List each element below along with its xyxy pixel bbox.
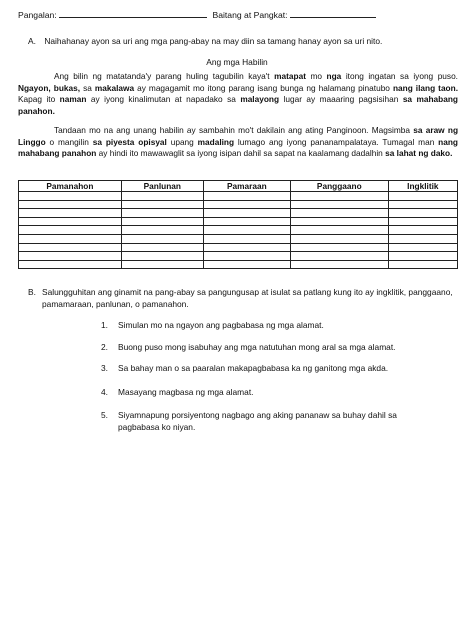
emphasized-adverb: Ngayon, bukas, (18, 82, 81, 93)
answer-cell[interactable] (203, 209, 290, 218)
column-header: Panlunan (121, 181, 203, 192)
table-row (19, 217, 458, 226)
table-row (19, 200, 458, 209)
list-item (101, 362, 431, 374)
name-blank[interactable] (59, 9, 207, 18)
text-run: mo (305, 71, 327, 81)
text-run: ay iyong kinalimutan at napadako sa (86, 94, 241, 105)
answer-cell[interactable] (121, 217, 203, 226)
answer-cell[interactable] (19, 226, 122, 235)
answer-cell[interactable] (19, 234, 122, 243)
answer-cell[interactable] (290, 217, 388, 226)
answer-cell[interactable] (19, 243, 122, 252)
text-run: Kapag ito (18, 94, 60, 105)
text-run: ay magagamit mo itong parang isang bunga ng halamang pinatubo (134, 82, 393, 93)
story-paragraph-2 (18, 125, 458, 160)
emphasized-adverb: naman (59, 94, 87, 105)
table-row (19, 226, 458, 235)
table-row (19, 192, 458, 201)
item-number: 3. (101, 363, 108, 373)
emphasized-adverb: matapat (274, 71, 306, 81)
table-row (19, 252, 458, 261)
column-header: Ingklitik (388, 181, 457, 192)
answer-cell[interactable] (203, 243, 290, 252)
answer-cell[interactable] (388, 192, 457, 201)
answer-cell[interactable] (203, 226, 290, 235)
answer-cell[interactable] (19, 209, 122, 218)
answer-cell[interactable] (121, 226, 203, 235)
answer-cell[interactable] (121, 209, 203, 218)
text-run: Tandaan mo na ang unang habilin ay sambahin mo't dakilain ang ating Panginoon. Magsimba (54, 125, 414, 135)
emphasized-adverb: malayong (240, 94, 280, 105)
answer-cell[interactable] (203, 192, 290, 201)
item-sentence: Buong puso mong isabuhay ang mga natutuhan mong aral sa mga alamat. (118, 342, 396, 352)
answer-cell[interactable] (121, 252, 203, 261)
text-run: ay hindi ito mawawaglit sa iyong isipan dahil sa sapat na kaalamang dadalhin (96, 148, 386, 159)
answer-cell[interactable] (388, 243, 457, 252)
text-run: o mangilin (45, 136, 93, 147)
answer-cell[interactable] (290, 260, 388, 269)
answer-cell[interactable] (203, 217, 290, 226)
answer-cell[interactable] (19, 217, 122, 226)
answer-cell[interactable] (19, 252, 122, 261)
answer-cell[interactable] (203, 200, 290, 209)
answer-cell[interactable] (121, 243, 203, 252)
answer-cell[interactable] (388, 217, 457, 226)
answer-cell[interactable] (290, 234, 388, 243)
name-label: Pangalan: (18, 10, 57, 20)
section-a-text: Naihahanay ayon sa uri ang mga pang-abay na may diin sa tamang hanay ayon sa uri nito. (44, 36, 383, 46)
answer-cell[interactable] (290, 200, 388, 209)
table-row (19, 209, 458, 218)
list-item (101, 386, 431, 398)
column-header: Pamanahon (19, 181, 122, 192)
answer-cell[interactable] (290, 226, 388, 235)
paragraph-1-text (18, 71, 458, 117)
answer-cell[interactable] (121, 192, 203, 201)
table-row (19, 260, 458, 269)
header-row (18, 9, 376, 20)
answer-cell[interactable] (203, 252, 290, 261)
emphasized-adverb: sa araw ng Linggo (18, 125, 459, 147)
emphasized-adverb: makalawa (94, 82, 135, 93)
text-run: sa (80, 82, 95, 93)
answer-cell[interactable] (290, 243, 388, 252)
item-number: 4. (101, 387, 108, 397)
text-run: lugar ay maaaring pagsisihan (279, 94, 403, 105)
answer-cell[interactable] (388, 200, 457, 209)
answer-cell[interactable] (388, 209, 457, 218)
story-paragraph-1 (18, 71, 458, 117)
section-b-letter: B. (28, 287, 36, 297)
story-title: Ang mga Habilin (206, 57, 268, 67)
section-b-text: Salungguhitan ang ginamit na pang-abay sa pangungusap at isulat sa patlang kung ito ay ingklitik, panggaano, pamamaraan, panlunan, o pamanahon. (42, 287, 453, 309)
paragraph-2-text (18, 125, 458, 160)
answer-cell[interactable] (388, 252, 457, 261)
item-number: 1. (101, 320, 108, 330)
answer-cell[interactable] (19, 200, 122, 209)
answer-cell[interactable] (388, 226, 457, 235)
emphasized-adverb: madaling (197, 136, 235, 147)
list-item (101, 319, 431, 331)
emphasized-adverb: sa lahat ng dako. (385, 148, 453, 159)
item-sentence: Sa bahay man o sa paaralan makapagbabasa ka ng ganitong mga akda. (118, 363, 389, 373)
column-header: Pamaraan (203, 181, 290, 192)
answer-cell[interactable] (388, 260, 457, 269)
answer-cell[interactable] (203, 260, 290, 269)
emphasized-adverb: nang mahabang panahon (18, 136, 458, 159)
list-item (101, 409, 431, 433)
answer-cell[interactable] (121, 260, 203, 269)
section-b-instruction (28, 286, 458, 310)
item-number: 2. (101, 342, 108, 352)
table-row (19, 234, 458, 243)
text-run: Ang bilin ng matatanda'y parang huling tagubilin kaya't (54, 71, 275, 81)
answer-cell[interactable] (290, 192, 388, 201)
section-a-instruction (28, 36, 382, 46)
text-run: lumago ang iyong pananampalataya. Tumagal man (234, 136, 439, 147)
table-header-row (19, 181, 458, 192)
item-sentence: Siyamnapung porsiyentong nagbago ang aking pananaw sa buhay dahil sa pagbabasa ko niyan. (118, 410, 397, 432)
answer-cell[interactable] (19, 192, 122, 201)
table-row (19, 243, 458, 252)
emphasized-adverb: nga (326, 71, 342, 81)
column-header: Panggaano (290, 181, 388, 192)
item-sentence: Masayang magbasa ng mga alamat. (118, 387, 254, 397)
answer-cell[interactable] (203, 234, 290, 243)
section-a-letter: A. (28, 36, 36, 46)
item-number: 5. (101, 410, 108, 420)
emphasized-adverb: nang ilang taon. (392, 82, 459, 93)
grade-label: Baitang at Pangkat: (212, 10, 288, 20)
emphasized-adverb: sa piyesta opisyal (92, 136, 167, 147)
answer-cell[interactable] (121, 234, 203, 243)
answer-cell[interactable] (290, 252, 388, 261)
text-run: upang (166, 136, 198, 147)
emphasized-adverb: sa mahabang panahon. (18, 94, 458, 116)
answer-cell[interactable] (290, 209, 388, 218)
grade-blank[interactable] (290, 9, 376, 18)
answer-cell[interactable] (388, 234, 457, 243)
list-item (101, 341, 431, 353)
answer-cell[interactable] (19, 260, 122, 269)
item-sentence: Simulan mo na ngayon ang pagbabasa ng mga alamat. (118, 320, 324, 330)
classification-table (18, 180, 458, 269)
text-run: itong ingatan sa iyong puso. (341, 71, 458, 81)
answer-cell[interactable] (121, 200, 203, 209)
